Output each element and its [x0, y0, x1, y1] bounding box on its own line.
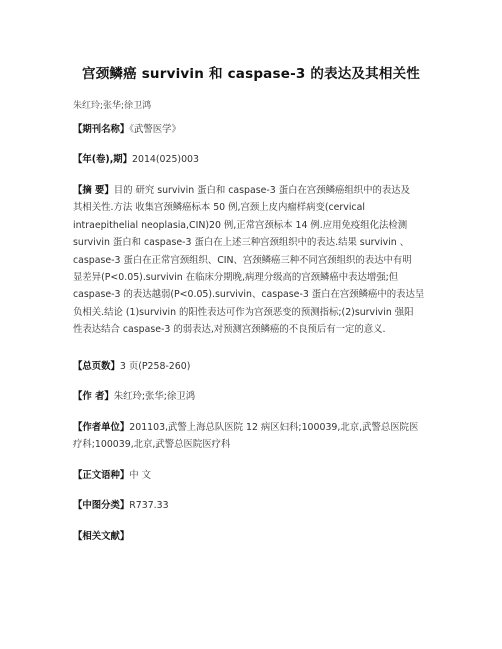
total-pages-value: 3 页(P258-260) — [119, 361, 191, 372]
affiliation-line: 疗科;100039,北京,武警总医院医疗科 — [73, 439, 231, 451]
related-field — [73, 528, 431, 545]
abstract-field — [73, 182, 431, 339]
abstract-line — [73, 182, 431, 199]
article-title: 宫颈鳞癌 survivin 和 caspase-3 的表达及其相关性 — [82, 66, 420, 82]
authors-field — [73, 388, 431, 405]
affiliation-text: 201103,武警上海总队医院 12 病区妇科;100039,北京,武警总医院医 — [129, 422, 419, 433]
abstract-line: caspase-3 蛋白在正常宫颈组织、CIN、宫颈鳞癌三种不同宫颈组织的表达中有明 — [73, 254, 412, 266]
journal-label: 【期刊名称】 — [73, 124, 130, 135]
year-issue-label: 【年(卷),期】 — [73, 154, 133, 165]
language-label: 【正文语种】 — [73, 470, 130, 481]
year-issue-field — [73, 151, 431, 168]
clc-value: R737.33 — [129, 500, 169, 511]
clc-label: 【中图分类】 — [73, 500, 130, 511]
total-pages-field — [73, 358, 431, 375]
abstract-line: 负相关.结论 (1)survivin 的阳性表达可作为宫颈恶变的预测指标;(2)survivin 强阳 — [73, 306, 414, 318]
language-field — [73, 467, 431, 484]
abstract-line: 显差异(P<0.05).survivin 在临床分期晚,病理分级高的宫颈鳞癌中表达增强;但 — [73, 272, 399, 284]
journal-value: 《武警医学》 — [129, 124, 181, 135]
abstract-label: 【摘 要】 — [73, 185, 114, 196]
abstract-line: 性表达结合 caspase-3 的弱表达,对预测宫颈鳞癌的不良预后有一定的意义. — [73, 324, 386, 336]
abstract-line: caspase-3 的表达越弱(P<0.05).survivin、caspase-3 蛋白在宫颈鳞癌中的表达呈 — [73, 289, 425, 301]
authors-value: 朱红玲;张华;徐卫鸿 — [113, 391, 196, 402]
related-label: 【相关文献】 — [73, 531, 130, 542]
year-issue-value: 2014(025)003 — [132, 154, 199, 165]
affiliation-line — [73, 419, 431, 436]
total-pages-label: 【总页数】 — [73, 361, 120, 372]
language-value: 中 文 — [129, 470, 151, 481]
affiliation-field — [73, 419, 431, 454]
clc-field — [73, 497, 431, 514]
abstract-line: 其相关性.方法 收集宫颈鳞癌标本 50 例,宫颈上皮内瘤样病变(cervical — [73, 202, 365, 214]
authors-label: 【作 者】 — [73, 391, 114, 402]
abstract-line: intraepithelial neoplasia,CIN)20 例,正常宫颈标本 14 例.应用免疫组化法检测 — [73, 219, 408, 231]
abstract-text: 目的 研究 survivin 蛋白和 caspase-3 蛋白在宫颈鳞癌组织中的表达及 — [113, 185, 410, 196]
abstract-line: survivin 蛋白和 caspase-3 蛋白在上述三种宫颈组织中的表达.结果 survivin 、 — [73, 237, 410, 249]
affiliation-label: 【作者单位】 — [73, 422, 130, 433]
author-byline: 朱红玲;张华;徐卫鸿 — [73, 101, 152, 111]
journal-field — [73, 121, 431, 138]
